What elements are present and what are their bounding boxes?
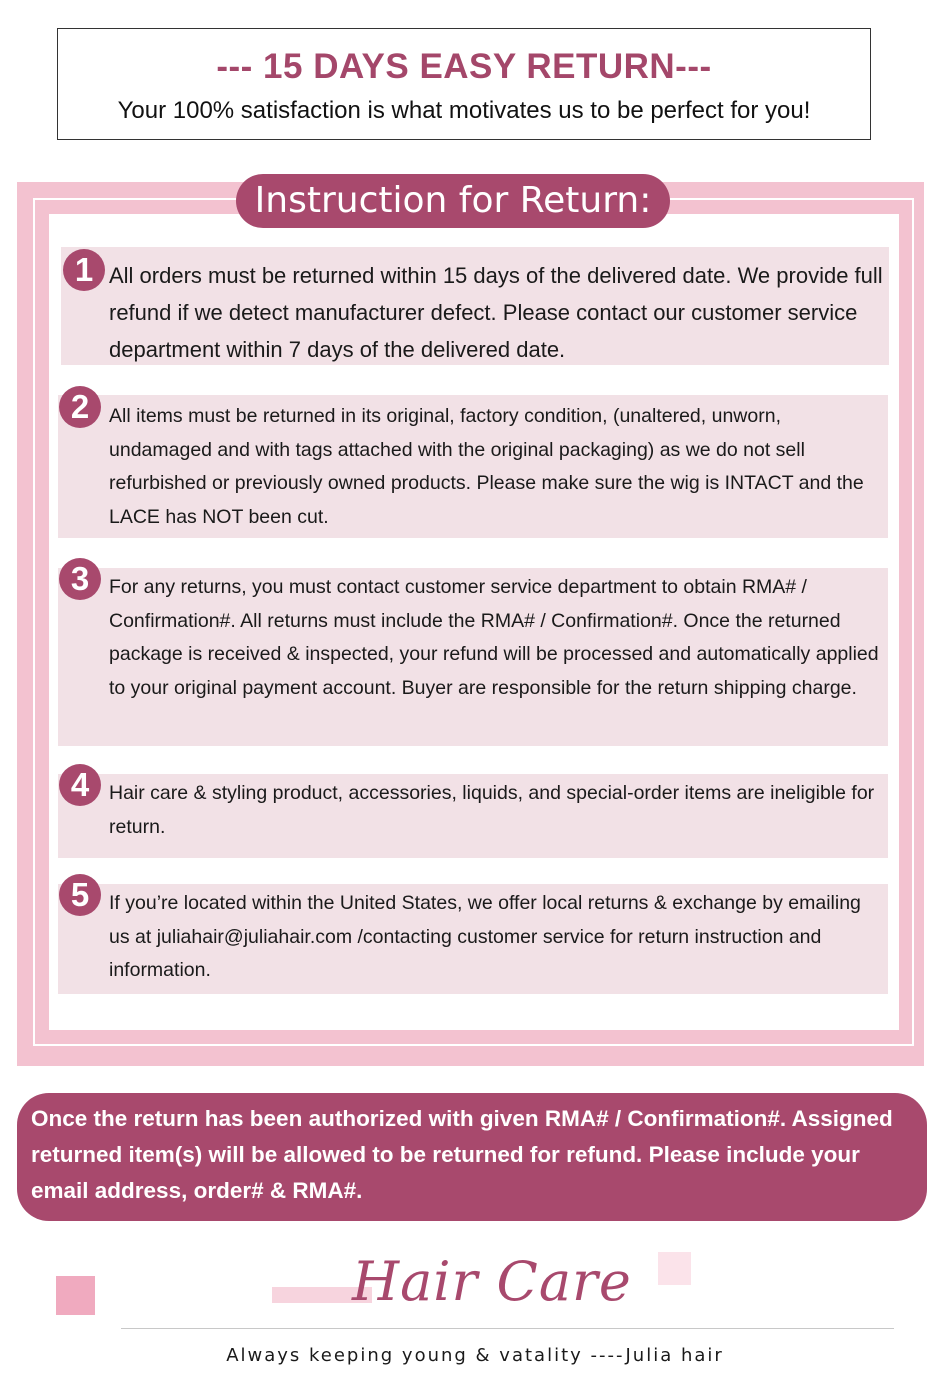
instruction-item-4 bbox=[58, 774, 888, 858]
footer-tagline: Always keeping young & vatality ----Julia hair bbox=[226, 1345, 724, 1366]
instruction-text-3: For any returns, you must contact customer service department to obtain RMA# / Confirmation#. All returns must include the RMA# / Confirmation#. Once the returned package is received & inspected, your refund will be processed and automatically applied to your original payment account. Buyer are responsible for the return shipping charge. bbox=[109, 576, 879, 699]
step-number-4-badge: 4 bbox=[59, 764, 101, 806]
notice-text: Once the return has been authorized with given RMA# / Confirmation#. Assigned returned item(s) will be allowed to be returned for refund. Please include your email address, order# & RMA#. bbox=[31, 1106, 893, 1203]
footer-divider bbox=[121, 1328, 894, 1329]
instruction-heading: Instruction for Return: bbox=[236, 174, 670, 228]
instruction-text-1: All orders must be returned within 15 days of the delivered date. We provide full refund if we detect manufacturer defect. Please contact our customer service department within 7 days of the delivered date. bbox=[109, 263, 883, 362]
instruction-item-2 bbox=[58, 395, 888, 538]
instruction-item-1 bbox=[61, 247, 889, 365]
instruction-item-3 bbox=[58, 568, 888, 746]
step-number-3-badge: 3 bbox=[59, 558, 101, 600]
step-number-2-badge: 2 bbox=[59, 386, 101, 428]
instruction-text-2: All items must be returned in its original, factory condition, (unaltered, unworn, undamaged and with tags attached with the original packaging) as we do not sell refurbished or previously owned products. Please make sure the wig is INTACT and the LACE has NOT been cut. bbox=[109, 405, 864, 528]
instruction-item-5 bbox=[58, 884, 888, 994]
return-policy-banner bbox=[57, 28, 871, 140]
brand-logo-text: Hair Care bbox=[352, 1250, 632, 1313]
step-number-5-badge: 5 bbox=[59, 874, 101, 916]
banner-subtitle: Your 100% satisfaction is what motivates us to be perfect for you! bbox=[117, 97, 811, 124]
decorative-square-right bbox=[658, 1252, 691, 1285]
instruction-text-5: If you’re located within the United States, we offer local returns & exchange by emailing us at juliahair@juliahair.com /contacting customer service for return instruction and information. bbox=[109, 892, 861, 981]
instruction-text-4: Hair care & styling product, accessories, liquids, and special-order items are ineligible for return. bbox=[109, 782, 875, 838]
decorative-square-left bbox=[56, 1276, 95, 1315]
banner-title: --- 15 DAYS EASY RETURN--- bbox=[216, 47, 712, 86]
authorization-notice bbox=[17, 1093, 927, 1221]
step-number-1-badge: 1 bbox=[63, 249, 105, 291]
